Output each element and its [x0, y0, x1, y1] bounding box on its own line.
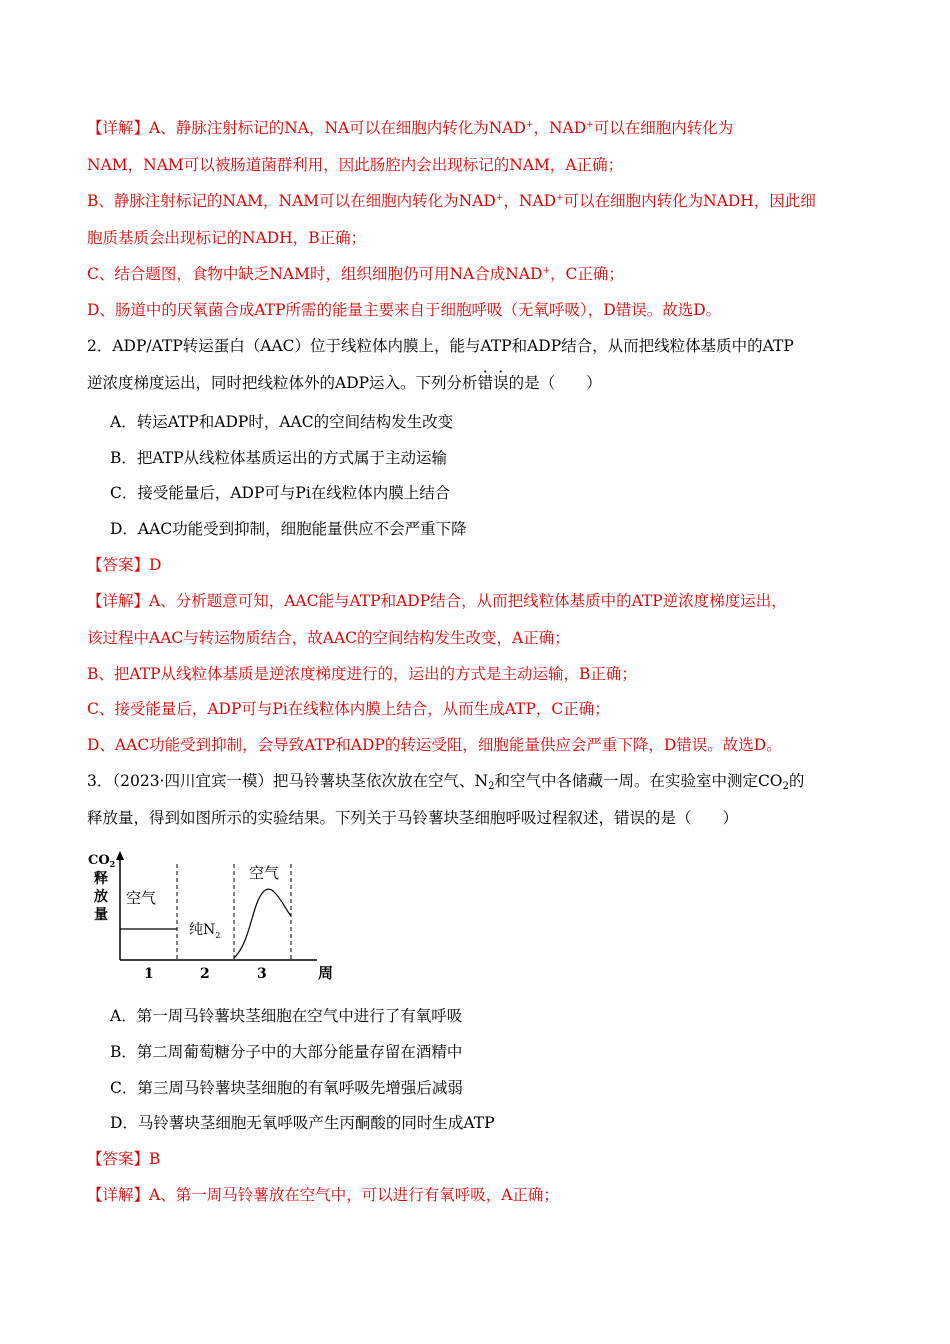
y-axis-label-3: 量	[94, 907, 108, 923]
x-tick-3: 3	[257, 966, 267, 982]
q3-option-a: A．第一周马铃薯块茎细胞在空气中进行了有氧呼吸	[110, 1007, 463, 1025]
emphasis-char: 误	[493, 374, 509, 392]
q2-stem-line1: 2．ADP/ATP转运蛋白（AAC）位于线粒体内膜上，能与ATP和ADP结合，从而把线粒体基质中的ATP	[87, 337, 794, 355]
x-tick-2: 2	[200, 966, 210, 982]
q1-explanation-d: D、肠道中的厌氧菌合成ATP所需的能量主要来自于细胞呼吸（无氧呼吸），D错误。故选D。	[87, 301, 722, 319]
week3-curve	[234, 889, 291, 958]
y-axis-arrow	[116, 851, 124, 860]
q1-explanation-b-line1: B、静脉注射标记的NAM，NAM可以在细胞内转化为NAD+，NAD+可以在细胞内转化为NADH，因此细	[87, 192, 816, 210]
x-axis-unit: 周	[318, 964, 334, 982]
q3-stem-line1: 3．（2023·四川宜宾一模）把马铃薯块茎依次放在空气、$N_2$和空气中各储藏一周。在实验室中测定$CO_2$的	[87, 772, 805, 792]
q1-explanation-a-line1: 【详解】A、静脉注射标记的NA，NA可以在细胞内转化为NAD+，NAD+可以在细胞内转化为	[87, 119, 734, 137]
y-axis-label-2: 放	[94, 889, 108, 905]
q3-answer: 【答案】B	[87, 1150, 161, 1168]
q2-explanation-line2: 该过程中AAC与转运物质结合，故AAC的空间结构发生改变，A正确；	[87, 629, 570, 647]
q2-explanation-line4: C、接受能量后，ADP可与Pi在线粒体内膜上结合，从而生成ATP，C正确；	[87, 700, 610, 718]
region-label-air-1: 空气	[126, 889, 157, 907]
q3-stem-line2: 释放量，得到如图所示的实验结果。下列关于马铃薯块茎细胞呼吸过程叙述，错误的是（ ）	[87, 809, 739, 827]
q2-explanation-line3: B、把ATP从线粒体基质是逆浓度梯度进行的，运出的方式是主动运输，B正确；	[87, 665, 637, 683]
q2-option-b: B．把ATP从线粒体基质运出的方式属于主动运输	[110, 449, 448, 467]
co2-release-figure	[85, 848, 345, 988]
q2-option-d: D．AAC功能受到抑制，细胞能量供应不会严重下降	[110, 520, 467, 538]
q2-option-c: C．接受能量后，ADP可与Pi在线粒体内膜上结合	[110, 484, 451, 502]
q1-explanation-a-line2: NAM，NAM可以被肠道菌群利用，因此肠腔内会出现标记的NAM，A正确；	[87, 156, 624, 174]
q3-explanation-line1: 【详解】A、第一周马铃薯放在空气中，可以进行有氧呼吸，A正确；	[87, 1186, 559, 1204]
explanation-tag: 【详解】	[87, 119, 150, 137]
y-axis-co2: $CO_2$	[88, 853, 116, 869]
q3-option-c: C．第三周马铃薯块茎细胞的有氧呼吸先增强后减弱	[110, 1079, 463, 1097]
q2-stem-line2: 逆浓度梯度运出，同时把线粒体外的ADP运入。下列分析错误的是（ ）	[87, 374, 602, 392]
region-label-n2: 纯$N_2$	[189, 922, 221, 940]
emphasis-char: 错	[477, 374, 494, 392]
q2-option-a: A．转运ATP和ADP时，AAC的空间结构发生改变	[110, 413, 454, 431]
region-label-air-3: 空气	[249, 864, 280, 882]
q2-explanation-line1: 【详解】A、分析题意可知，AAC能与ATP和ADP结合，从而把线粒体基质中的ATP逆浓度梯度运出，	[87, 592, 787, 610]
q3-option-b: B．第二周葡萄糖分子中的大部分能量存留在酒精中	[110, 1043, 463, 1061]
q1-explanation-c: C、结合题图，食物中缺乏NAM时，组织细胞仍可用NA合成NAD+，C正确；	[87, 265, 624, 283]
q3-option-d: D．马铃薯块茎细胞无氧呼吸产生丙酮酸的同时生成ATP	[110, 1114, 495, 1132]
q2-answer: 【答案】D	[87, 556, 162, 574]
q2-explanation-line5: D、AAC功能受到抑制，会导致ATP和ADP的转运受阻，细胞能量供应会严重下降，D错误。故选D。	[87, 736, 782, 754]
y-axis-label-1: 释	[94, 871, 108, 887]
q1-explanation-b-line2: 胞质基质会出现标记的NADH，B正确；	[87, 229, 367, 247]
x-tick-1: 1	[144, 966, 154, 982]
